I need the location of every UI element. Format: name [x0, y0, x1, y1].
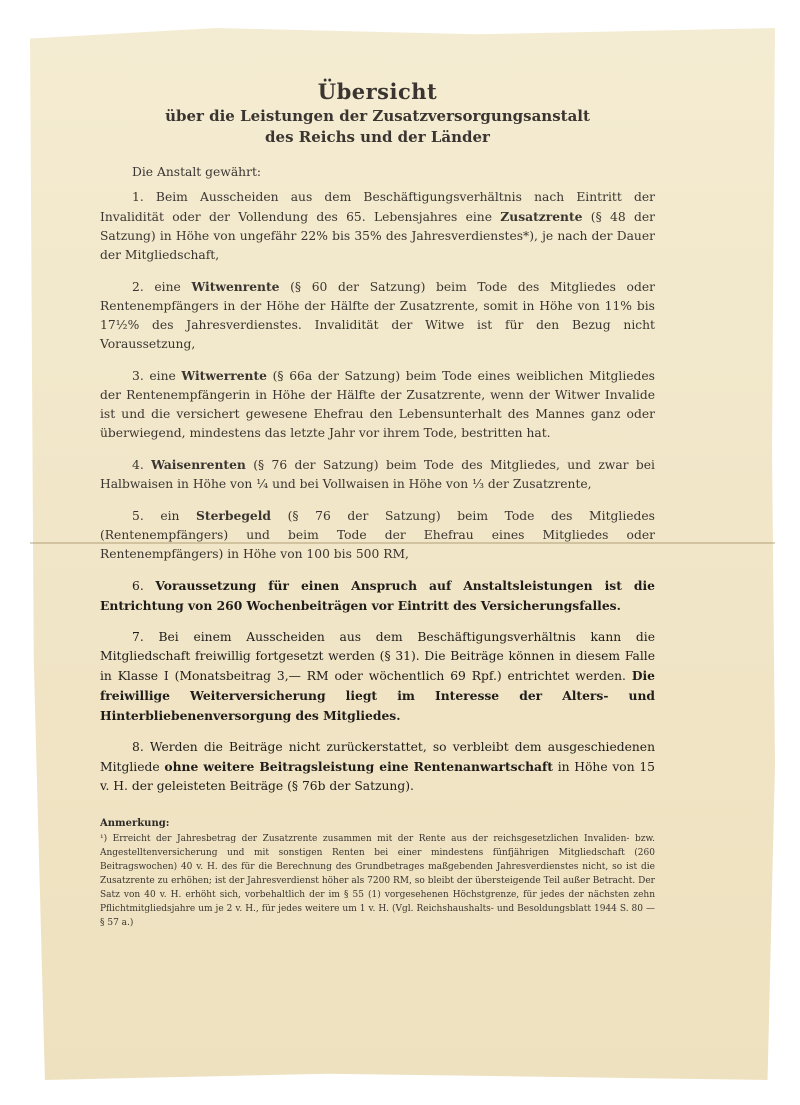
item-5: 5. ein Sterbegeld (§ 76 der Satzung) beim Tode des Mitgliedes (Rentenempfängers) und beim Tode der Ehefrau eines Mitgliedes oder Rentenempfängers) in Höhe von 100 bis 500 RM, — [100, 507, 655, 561]
item-2: 2. eine Witwenrente (§ 60 der Satzung) beim Tode des Mitgliedes oder Rentenempfängers in der Höhe der Hälfte der Zusatzrente, somit in Höhe von 11% bis 17½% des Jahresverdienstes. Invalidität der Witwe ist für den Bezug nicht Voraussetzung, — [100, 278, 655, 351]
footnote-heading: Anmerkung: — [100, 817, 170, 829]
footnote-text: ¹) Erreicht der Jahresbetrag der Zusatzrente zusammen mit der Rente aus der reichsgesetzlichen Invaliden- bzw. Angestelltenversicherung und mit sonstigen Renten bei einer mindestens fünfjährigen Mitgliedschaft (260 Beitragswochen) 40 v. H. des für die Berechnung des Grundbetrages maßgebenden Jahresverdienstes nicht, so ist die Zusatzrente zu erhöhen; ist der Jahresverdienst höher als 7200 RM, so bleibt der übersteigende Teil außer Betracht. Der Satz von 40 v. H. erhöht sich, vorbehaltlich der im § 55 (1) vorgesehenen Höchstgrenze, für jedes der nächsten zehn Pflichtmitgliedsjahre um je 2 v. H., für jedes weitere um 1 v. H. (Vgl. Reichshaushalts- und Besoldungsblatt 1944 S. 80 — § 57 a.) — [100, 833, 655, 928]
document-body — [100, 78, 655, 930]
item-8: 8. Werden die Beiträge nicht zurückerstattet, so verbleibt dem ausgeschiedenen Mitgliede ohne weitere Beitragsleistung eine Rentenanwartschaft in Höhe von 15 v. H. der geleisteten Beiträge (§ 76b der Satzung). — [100, 739, 655, 793]
item-4: 4. Waisenrenten (§ 76 der Satzung) beim Tode des Mitgliedes, und zwar bei Halbwaisen in Höhe von ¼ und bei Vollwaisen in Höhe von ⅓ der Zusatzrente, — [100, 456, 655, 491]
document-title — [100, 78, 655, 147]
item-1: 1. Beim Ausscheiden aus dem Beschäftigungsverhältnis nach Eintritt der Invalidität oder der Vollendung des 65. Lebensjahres eine Zusatzrente (§ 48 der Satzung) in Höhe von ungefähr 22% bis 35% des Jahresverdienstes*), je nach der Dauer der Mitgliedschaft, — [100, 189, 655, 262]
title-line-2: über die Leistungen der Zusatzversorgungsanstalt — [165, 107, 590, 126]
title-line-1: Übersicht — [317, 79, 438, 104]
item-3: 3. eine Witwerrente (§ 66a der Satzung) beim Tode eines weiblichen Mitgliedes der Rentenempfängerin in Höhe der Hälfte der Zusatzrente, wenn der Witwer Invalide ist und die versichert gewesene Ehefrau den Lebensunterhalt des Mannes ganz oder überwiegend, mindestens das letzte Jahr vor ihrem Tode, bestritten hat. — [100, 367, 655, 440]
item-6: 6. Voraussetzung für einen Anspruch auf Anstaltsleistungen ist die Entrichtung von 260 Wochenbeiträgen vor Eintritt des Versicherungsfalles. — [100, 577, 655, 613]
title-line-3: des Reichs und der Länder — [265, 127, 490, 146]
intro-text: Die Anstalt gewährt: — [132, 164, 262, 179]
item-7: 7. Bei einem Ausscheiden aus dem Beschäftigungsverhältnis kann die Mitgliedschaft freiwillig fortgesetzt werden (§ 31). Die Beiträge können in diesem Falle in Klasse I (Monatsbeitrag 3,— RM oder wöchentlich 69 Rpf.) entrichtet werden. Die freiwillige Weiterversicherung liegt im Interesse der Alters- und Hinterbliebenenversorgung des Mitgliedes. — [100, 629, 655, 723]
